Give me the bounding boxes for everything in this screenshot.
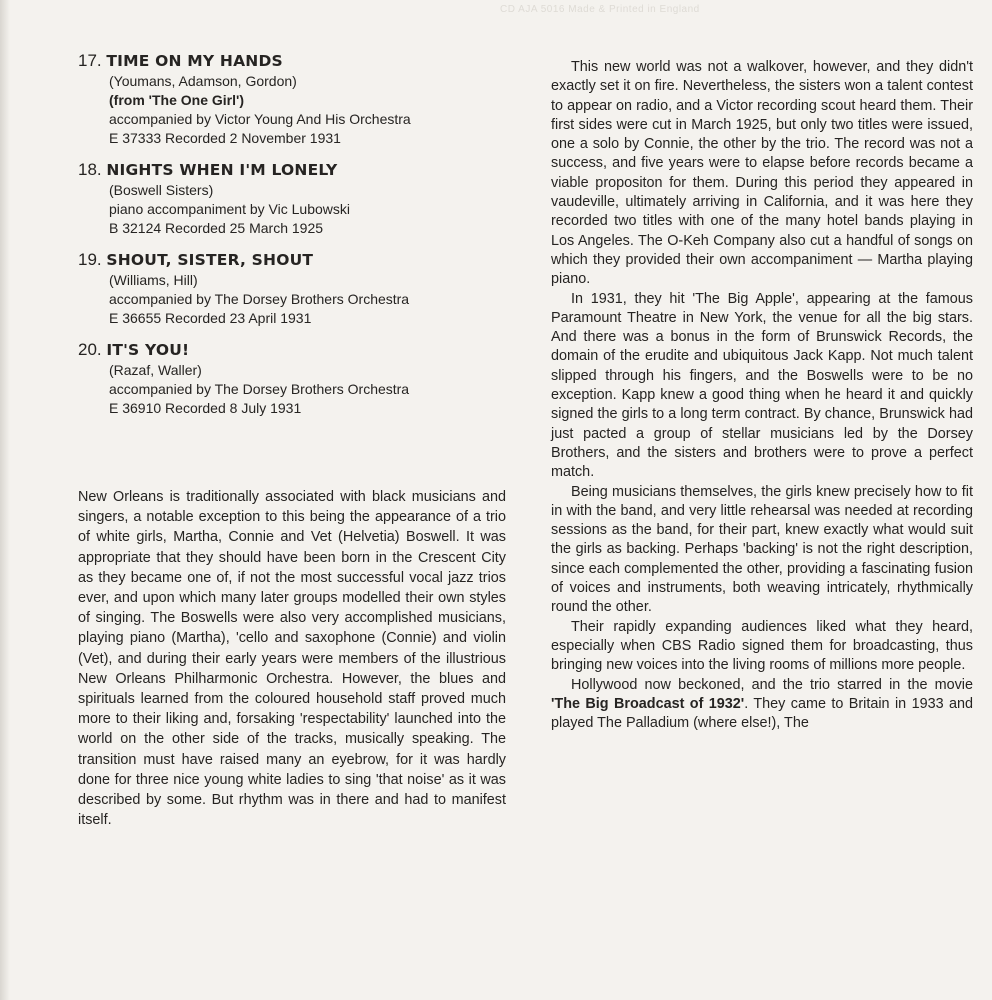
body-paragraph: Being musicians themselves, the girls knew precisely how to fit in with the band, and very little rehearsal was needed at recording sessions as the band, for their part, knew exactly what would suit the girls as backing. Perhaps 'backing' is not the right description, since each complemented the other, providing a fascinating fusion of voices and instruments, both weaving intricately, rhythmically round the other. <box>551 483 973 616</box>
track-heading <box>78 339 518 361</box>
track-entry <box>78 50 518 148</box>
track-composers: (Boswell Sisters) <box>109 182 214 198</box>
movie-title: 'The Big Broadcast of 1932' <box>551 695 745 712</box>
track-composers: (Razaf, Waller) <box>109 362 202 378</box>
track-accompaniment: accompanied by The Dorsey Brothers Orchestra <box>109 381 410 397</box>
track-title: NIGHTS WHEN I'M LONELY <box>106 161 338 179</box>
body-paragraph: This new world was not a walkover, however, and they didn't exactly set it on fire. Nevertheless, the sisters won a talent contest to appear on radio, and a Victor recording scout heard them. Their first sides were cut in March 1925, but only two titles were issued, one a solo by Connie, the other by the trio. The record was not a success, and five years were to elapse before records became a viable propositon for them. During this period they appeared in vaudeville, ultimately arriving in California, and it was here they recorded two titles with one of the many hotel bands playing in Los Angeles. The O-Keh Company also cut a handful of songs on which they provided their own accompaniment — Martha playing piano. <box>551 59 973 288</box>
faint-header-text: CD AJA 5016 Made & Printed in England <box>500 4 700 15</box>
track-title: IT'S YOU! <box>106 341 190 359</box>
page-fold-shadow <box>0 0 10 1000</box>
body-paragraph <box>551 676 973 734</box>
track-accompaniment: accompanied by Victor Young And His Orchestra <box>109 111 411 127</box>
body-paragraph: In 1931, they hit 'The Big Apple', appearing at the famous Paramount Theatre in New York, the venue for all the big stars. And there was a bonus in the form of Brunswick Records, the domain of the erudite and ubiquitous Jack Kapp. Not much talent slipped through his fingers, and the Boswells were to be no exception. Kapp knew a good thing when he heard it and quickly signed the girls to a long term contract. By chance, Brunswick had just pacted a group of stellar musicians led by the Dorsey Brothers, and the sisters and brothers were to prove a perfect match. <box>551 290 973 481</box>
track-list <box>78 50 518 429</box>
track-number: 18. <box>78 160 102 179</box>
track-title: SHOUT, SISTER, SHOUT <box>106 251 314 269</box>
track-recording: E 36655 Recorded 23 April 1931 <box>109 310 312 326</box>
track-number: 19. <box>78 250 102 269</box>
track-heading <box>78 159 518 181</box>
track-accompaniment: accompanied by The Dorsey Brothers Orchestra <box>109 291 410 307</box>
track-heading <box>78 249 518 271</box>
track-number: 17. <box>78 51 102 70</box>
track-recording: E 37333 Recorded 2 November 1931 <box>109 130 341 146</box>
track-number: 20. <box>78 340 102 359</box>
track-recording: B 32124 Recorded 25 March 1925 <box>109 220 324 236</box>
left-column-text <box>78 487 506 830</box>
track-entry <box>78 159 518 238</box>
track-heading <box>78 50 518 72</box>
track-recording: E 36910 Recorded 8 July 1931 <box>109 400 302 416</box>
paragraph-text: . They came to Britain in 1933 and played The Palladium (where else!), The <box>551 695 973 732</box>
body-paragraph: Their rapidly expanding audiences liked what they heard, especially when CBS Radio signed them for broadcasting, thus bringing new voices into the living rooms of millions more people. <box>551 618 973 674</box>
track-source: (from 'The One Girl') <box>109 92 244 108</box>
track-title: TIME ON MY HANDS <box>106 52 283 70</box>
right-column-text <box>551 58 973 733</box>
intro-paragraph: New Orleans is traditionally associated with black musicians and singers, a notable exception to this being the appearance of a trio of white girls, Martha, Connie and Vet (Helvetia) Boswell. It was appropriate that they should have been born in the Crescent City as they became one of, if not the most successful vocal jazz trios ever, and upon which many later groups modelled their own styles of singing. The Boswells were also very accomplished musicians, playing piano (Martha), 'cello and saxophone (Connie) and violin (Vet), and during their early years were members of the illustrious New Orleans Philharmonic Orchestra. However, the blues and spirituals learned from the coloured household staff proved much more to their liking and, forsaking 'respectability' launched into the world on the other side of the tracks, musically speaking. The transition must have raised many an eyebrow, for it was hardly done for three nice young white ladies to sing 'that noise' as it was described by some. But rhythm was in there and had to manifest itself. <box>78 489 506 829</box>
track-composers: (Williams, Hill) <box>109 272 198 288</box>
track-entry <box>78 339 518 418</box>
track-entry <box>78 249 518 328</box>
track-composers: (Youmans, Adamson, Gordon) <box>109 73 297 89</box>
paragraph-text: Hollywood now beckoned, and the trio starred in the movie <box>571 676 973 693</box>
track-accompaniment: piano accompaniment by Vic Lubowski <box>109 201 350 217</box>
